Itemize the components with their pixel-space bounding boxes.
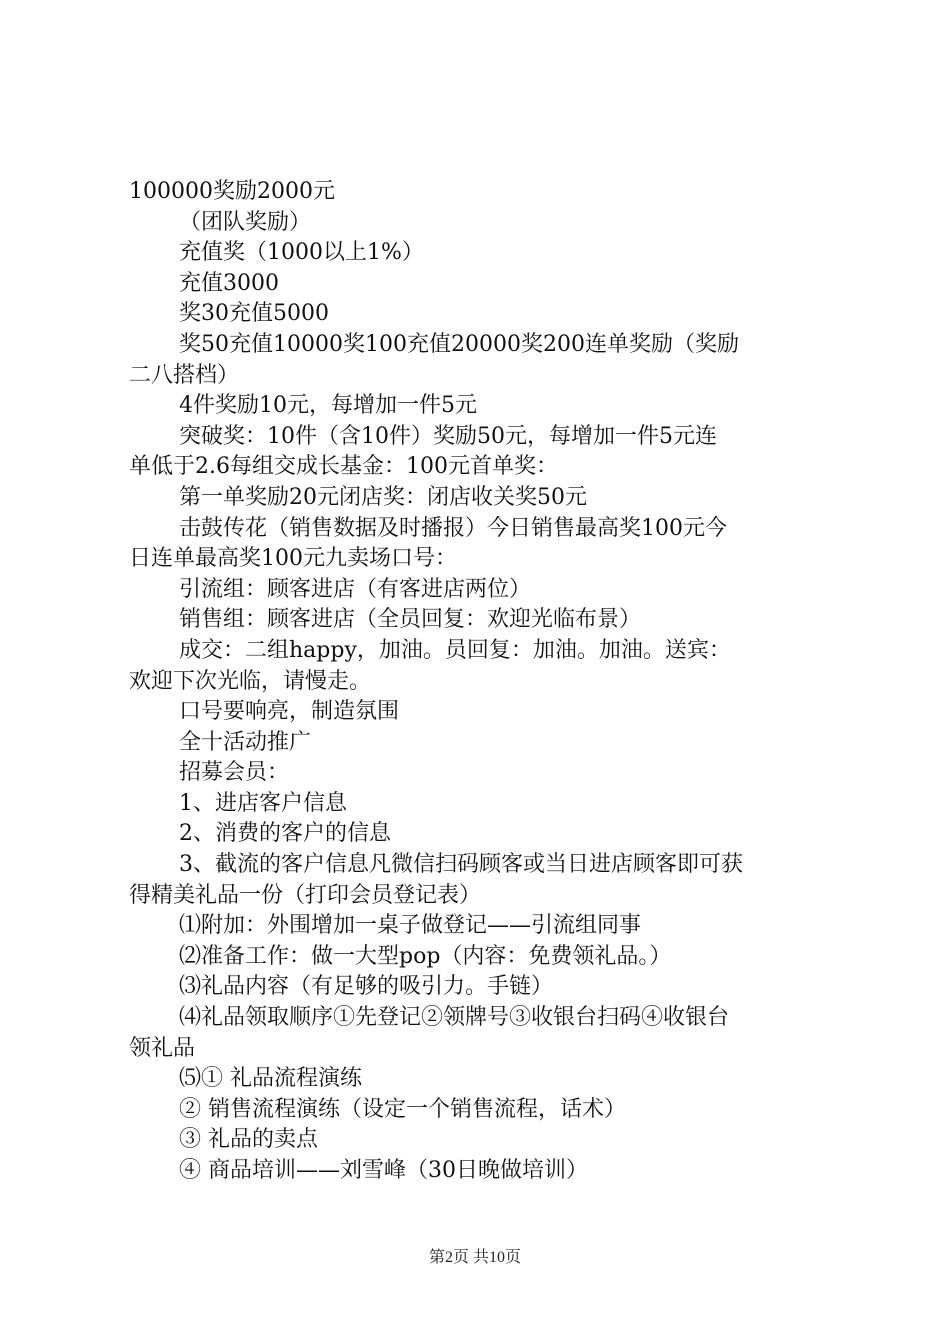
text-line: ④ 商品培训——刘雪峰（30日晚做培训）	[179, 1158, 588, 1183]
text-line: 4件奖励10元，每增加一件5元	[179, 393, 477, 419]
text-line: 3、截流的客户信息凡微信扫码顾客或当日进店顾客即可获	[179, 852, 743, 878]
text-line: 成交：二组happy，加油。员回复：加油。加油。送宾：	[179, 637, 731, 663]
text-line: 第一单奖励20元闭店奖：闭店收关奖50元	[179, 484, 587, 510]
text-line: 2、消费的客户的信息	[179, 821, 391, 847]
text-line: ⑶礼品内容（有足够的吸引力。手链）	[179, 974, 554, 1000]
text-line: 充值奖（1000以上1%）	[179, 240, 424, 266]
text-line: 二八搭档）	[129, 362, 240, 388]
text-line: ⑵准备工作：做一大型pop（内容：免费领礼品。）	[179, 943, 672, 969]
text-line: 日连单最高奖100元九卖场口号：	[129, 546, 457, 572]
text-line: 奖50充值10000奖100充值20000奖200连单奖励（奖励	[179, 331, 739, 357]
text-line: 销售组：顾客进店（全员回复：欢迎光临布景）	[179, 607, 642, 633]
text-line: 1、进店客户信息	[179, 790, 347, 816]
text-line: 招募会员：	[179, 760, 290, 786]
text-line: 全十活动推广	[179, 729, 312, 755]
text-line: 欢迎下次光临，请慢走。	[129, 668, 372, 694]
text-line: 奖30充值5000	[179, 301, 329, 327]
text-line: 得精美礼品一份（打印会员登记表）	[129, 882, 482, 908]
text-line: ③ 礼品的卖点	[179, 1127, 318, 1153]
text-line: ② 销售流程演练（设定一个销售流程，话术）	[179, 1096, 626, 1122]
text-line: 充值3000	[179, 270, 279, 296]
text-line: 击鼓传花（销售数据及时播报）今日销售最高奖100元今	[179, 515, 727, 541]
text-line: 单低于2.6每组交成长基金：100元首单奖：	[129, 454, 558, 480]
text-line: 领礼品	[129, 1035, 196, 1061]
text-line: （团队奖励）	[179, 209, 312, 235]
text-line: 引流组：顾客进店（有客进店两位）	[179, 576, 532, 602]
page-footer: 第2页 共10页	[428, 1249, 521, 1266]
text-line: 100000奖励2000元	[129, 179, 335, 204]
text-line: ⑸① 礼品流程演练	[179, 1066, 362, 1092]
text-line: ⑷礼品领取顺序①先登记②领牌号③收银台扫码④收银台	[179, 1005, 730, 1031]
text-line: ⑴附加：外围增加一桌子做登记——引流组同事	[179, 913, 642, 939]
document-body	[129, 177, 835, 1187]
text-line: 口号要响亮，制造氛围	[179, 699, 400, 725]
text-line: 突破奖：10件（含10件）奖励50元，每增加一件5元连	[179, 423, 717, 449]
